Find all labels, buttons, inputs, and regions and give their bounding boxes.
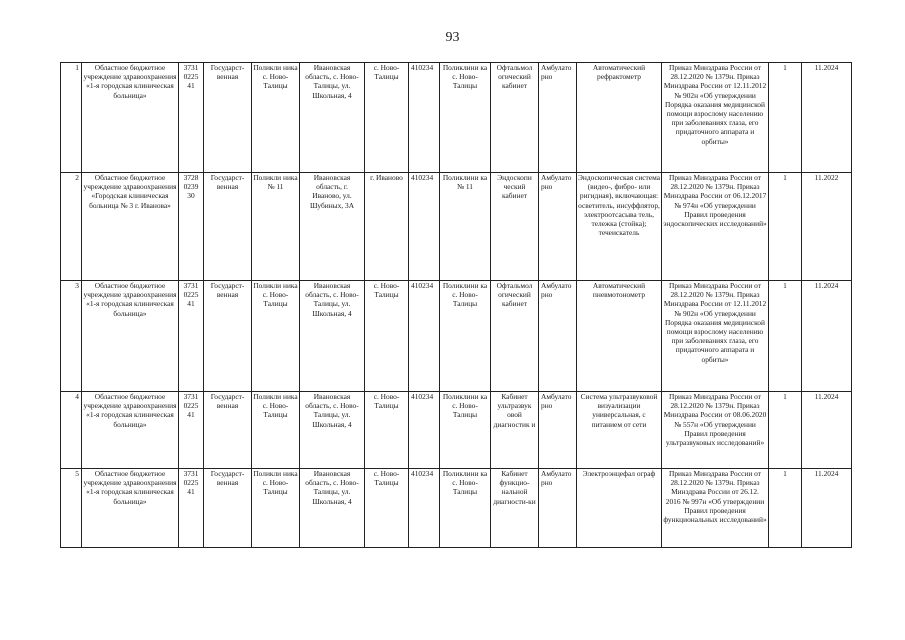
delivery-date — [802, 469, 852, 548]
postal-index-text: 410234 — [411, 63, 434, 72]
delivery-date — [802, 392, 852, 469]
regulatory-order — [662, 469, 769, 548]
organization-name-text: Областное бюджетное учреждение здравоохранения «1-я городская клиническая больница» — [83, 392, 177, 429]
organization-code-text: 3731 0225 41 — [183, 469, 199, 497]
regulatory-order-text: Приказ Минздрава России от 28.12.2020 № 1379н. Приказ Минздрава России от 12.11.2012 № 902н «Об утверждении Порядка оказания медицинской помощи взрослому населению при заболеваниях глаза, его придаточного аппарата и орбиты» — [663, 281, 767, 364]
row-number — [61, 469, 82, 548]
care-conditions-text: Амбулато рно — [541, 392, 572, 411]
ownership-form-text: Государст-венная — [210, 469, 245, 488]
organization-code-text: 3731 0225 41 — [183, 63, 199, 91]
division-name — [252, 392, 300, 469]
division-name-text: Поликли ника с. Ново-Талицы — [253, 63, 298, 91]
regulatory-order — [662, 392, 769, 469]
organization-code — [179, 469, 204, 548]
postal-index — [409, 63, 440, 173]
cabinet-name — [491, 173, 539, 281]
delivery-date — [802, 281, 852, 392]
division-address-text: Ивановская область, с. Ново-Талицы, ул. Школьная, 4 — [305, 392, 359, 429]
locality — [365, 469, 409, 548]
cabinet-name — [491, 392, 539, 469]
regulatory-order-text: Приказ Минздрава России от 28.12.2020 № 1379н. Приказ Минздрава России от 12.11.2012 № 902н «Об утверждении Порядка оказания медицинской помощи взрослому населению при заболеваниях глаза, его придаточного аппарата и орбиты» — [663, 63, 767, 146]
division-address-text: Ивановская область, с. Ново-Талицы, ул. Школьная, 4 — [305, 281, 359, 318]
regulatory-order — [662, 281, 769, 392]
equipment-quantity — [769, 281, 802, 392]
division-name — [252, 281, 300, 392]
care-conditions-text: Амбулато рно — [541, 469, 572, 488]
locality-text: с. Ново-Талицы — [373, 281, 400, 300]
locality-text: с. Ново-Талицы — [373, 469, 400, 488]
division-address-text: Ивановская область, с. Ново-Талицы, ул. Школьная, 4 — [305, 63, 359, 100]
division-address — [300, 281, 365, 392]
page-number: 93 — [445, 30, 460, 45]
division-address-text: Ивановская область, с. Ново-Талицы, ул. Школьная, 4 — [305, 469, 359, 506]
division-address-text: Ивановская область, г. Иваново, ул. Шубиных, 3А — [309, 173, 355, 210]
cabinet-name — [491, 281, 539, 392]
division-address — [300, 173, 365, 281]
organization-name — [82, 469, 179, 548]
row-number-text: 3 — [75, 281, 79, 290]
equipment-name — [577, 392, 662, 469]
postal-index — [409, 281, 440, 392]
ownership-form — [204, 63, 252, 173]
equipment-name — [577, 469, 662, 548]
division-name — [252, 469, 300, 548]
delivery-date-text: 11.2024 — [814, 469, 839, 478]
locality — [365, 281, 409, 392]
postal-index — [409, 173, 440, 281]
equipment-name-text: Электроэнцефал ограф — [582, 469, 656, 478]
delivery-date-text: 11.2024 — [814, 392, 839, 401]
postal-index — [409, 469, 440, 548]
structural-unit — [440, 469, 491, 548]
division-name-text: Поликли ника с. Ново-Талицы — [253, 281, 298, 309]
organization-name — [82, 281, 179, 392]
row-number — [61, 63, 82, 173]
organization-name-text: Областное бюджетное учреждение здравоохранения «1-я городская клиническая больница» — [83, 281, 177, 318]
regulatory-order-text: Приказ Минздрава России от 28.12.2020 № 1379н. Приказ Минздрава России от 06.12.2017 № 974н «Об утверждении Правил проведения эндоскопических исследований» — [663, 173, 767, 229]
equipment-name-text: Автоматический рефрактометр — [592, 63, 646, 82]
structural-unit-text: Поликлини ка с. Ново-Талицы — [442, 469, 488, 497]
cabinet-name — [491, 63, 539, 173]
regulatory-order — [662, 63, 769, 173]
care-conditions — [539, 281, 577, 392]
structural-unit — [440, 281, 491, 392]
postal-index-text: 410234 — [411, 392, 434, 401]
cabinet-name-text: Кабинет функцио-нальной диагности-ки — [493, 469, 536, 506]
locality-text: г. Иваново — [370, 173, 403, 182]
row-number — [61, 392, 82, 469]
locality — [365, 173, 409, 281]
division-name — [252, 63, 300, 173]
organization-code — [179, 173, 204, 281]
structural-unit — [440, 173, 491, 281]
locality — [365, 63, 409, 173]
care-conditions-text: Амбулато рно — [541, 173, 572, 192]
row-number — [61, 173, 82, 281]
equipment-name-text: Эндоскопическая система (видео-, фибро- или ригидная), включающая: осветитель, инсуффлятор, электроотсасыва тель, тележка (стойка); течеискатель — [578, 173, 660, 238]
cabinet-name — [491, 469, 539, 548]
care-conditions-text: Амбулато рно — [541, 63, 572, 82]
cabinet-name-text: Офтальмол огический кабинет — [496, 281, 533, 309]
division-address — [300, 63, 365, 173]
equipment-name — [577, 173, 662, 281]
care-conditions — [539, 173, 577, 281]
organization-code — [179, 63, 204, 173]
care-conditions — [539, 392, 577, 469]
table-row — [61, 173, 852, 281]
division-name-text: Поликли ника № 11 — [253, 173, 298, 192]
equipment-quantity-text: 1 — [783, 281, 787, 290]
equipment-quantity — [769, 63, 802, 173]
structural-unit-text: Поликлини ка с. Ново-Талицы — [442, 281, 488, 309]
equipment-quantity-text: 1 — [783, 392, 787, 401]
equipment-name — [577, 281, 662, 392]
regulatory-order — [662, 173, 769, 281]
organization-name — [82, 173, 179, 281]
equipment-quantity — [769, 173, 802, 281]
table-row — [61, 392, 852, 469]
structural-unit — [440, 63, 491, 173]
table-row — [61, 63, 852, 173]
organization-code-text: 3731 0225 41 — [183, 281, 199, 309]
care-conditions — [539, 469, 577, 548]
delivery-date-text: 11.2024 — [814, 63, 839, 72]
structural-unit-text: Поликлини ка с. Ново-Талицы — [442, 392, 488, 420]
ownership-form — [204, 392, 252, 469]
ownership-form-text: Государст-венная — [210, 281, 245, 300]
ownership-form — [204, 281, 252, 392]
division-name — [252, 173, 300, 281]
division-name-text: Поликли ника с. Ново-Талицы — [253, 469, 298, 497]
ownership-form-text: Государст-венная — [210, 392, 245, 411]
structural-unit-text: Поликлини ка с. Ново-Талицы — [442, 63, 488, 91]
row-number-text: 5 — [75, 469, 79, 478]
division-name-text: Поликли ника с. Ново-Талицы — [253, 392, 298, 420]
division-address — [300, 392, 365, 469]
regulatory-order-text: Приказ Минздрава России от 28.12.2020 № 1379н. Приказ Минздрава России от 08.06.2020 № 557н «Об утверждении Правил проведения ультразвуковых исследований» — [663, 392, 767, 448]
cabinet-name-text: Кабинет ультразвук овой диагностик и — [493, 392, 536, 429]
row-number-text: 4 — [75, 392, 79, 401]
table-row — [61, 281, 852, 392]
postal-index-text: 410234 — [411, 173, 434, 182]
organization-code-text: 3731 0225 41 — [183, 392, 199, 420]
delivery-date — [802, 63, 852, 173]
equipment-quantity — [769, 469, 802, 548]
organization-name-text: Областное бюджетное учреждение здравоохранения «Городская клиническая больница № 3 г. Иванова» — [83, 173, 177, 210]
postal-index-text: 410234 — [411, 281, 434, 290]
row-number-text: 2 — [75, 173, 79, 182]
locality-text: с. Ново-Талицы — [373, 392, 400, 411]
equipment-quantity — [769, 392, 802, 469]
organization-name-text: Областное бюджетное учреждение здравоохранения «1-я городская клиническая больница» — [83, 63, 177, 100]
cabinet-name-text: Офтальмол огический кабинет — [496, 63, 533, 91]
delivery-date — [802, 173, 852, 281]
equipment-name-text: Система ультразвуковой визуализации универсальная, с питанием от сети — [580, 392, 658, 429]
structural-unit-text: Поликлини ка № 11 — [442, 173, 488, 192]
equipment-name — [577, 63, 662, 173]
row-number-text: 1 — [75, 63, 79, 72]
delivery-date-text: 11.2024 — [814, 281, 839, 290]
equipment-quantity-text: 1 — [783, 63, 787, 72]
cabinet-name-text: Эндоскопи ческий кабинет — [497, 173, 532, 201]
equipment-quantity-text: 1 — [783, 469, 787, 478]
structural-unit — [440, 392, 491, 469]
organization-code-text: 3728 0239 30 — [183, 173, 199, 201]
division-address — [300, 469, 365, 548]
organization-name — [82, 63, 179, 173]
postal-index-text: 410234 — [411, 469, 434, 478]
ownership-form-text: Государст-венная — [210, 173, 245, 192]
care-conditions — [539, 63, 577, 173]
table-row — [61, 469, 852, 548]
equipment-quantity-text: 1 — [783, 173, 787, 182]
delivery-date-text: 11.2022 — [814, 173, 839, 182]
equipment-name-text: Автоматический пневмотонометр — [592, 281, 646, 300]
row-number — [61, 281, 82, 392]
ownership-form — [204, 173, 252, 281]
regulatory-order-text: Приказ Минздрава России от 28.12.2020 № 1379н. Приказ Минздрава России от 26.12. 2016 № 997н «Об утверждении Правил проведения функциональных исследований» — [663, 469, 767, 525]
ownership-form-text: Государст-венная — [210, 63, 245, 82]
postal-index — [409, 392, 440, 469]
organization-code — [179, 281, 204, 392]
equipment-registry-table — [60, 62, 852, 548]
organization-code — [179, 392, 204, 469]
organization-name-text: Областное бюджетное учреждение здравоохранения «1-я городская клиническая больница» — [83, 469, 177, 506]
care-conditions-text: Амбулато рно — [541, 281, 572, 300]
organization-name — [82, 392, 179, 469]
locality-text: с. Ново-Талицы — [373, 63, 400, 82]
ownership-form — [204, 469, 252, 548]
locality — [365, 392, 409, 469]
